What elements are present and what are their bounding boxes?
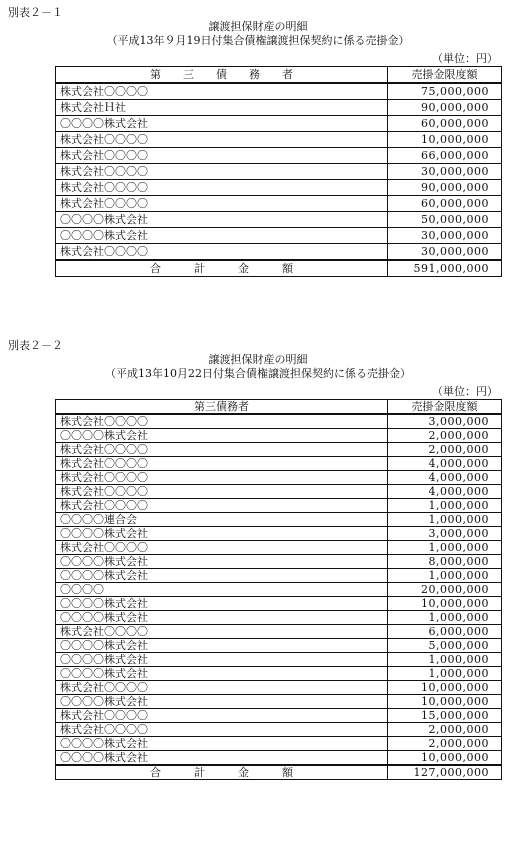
total-label: 合 計 金 額: [56, 765, 388, 780]
table-row: [56, 212, 502, 228]
debtor-name-cell: 株式会社〇〇〇〇: [56, 164, 388, 180]
table-row: [56, 244, 502, 261]
table-row: [56, 583, 502, 597]
debtor-name-cell: 株式会社〇〇〇〇: [56, 709, 388, 723]
debtor-name-cell: 〇〇〇〇株式会社: [56, 555, 388, 569]
amount-cell: 10,000,000: [388, 695, 502, 709]
total-label: 合 計 金 額: [56, 260, 388, 277]
schedule-label: 別表２－１: [8, 6, 63, 19]
debtor-name-cell: 〇〇〇〇連合会: [56, 513, 388, 527]
amount-cell: 4,000,000: [388, 485, 502, 499]
table-row: [56, 527, 502, 541]
debtor-name-cell: 株式会社〇〇〇〇: [56, 132, 388, 148]
table-row: [56, 737, 502, 751]
table-row: [56, 164, 502, 180]
debtor-name-cell: 株式会社〇〇〇〇: [56, 180, 388, 196]
table-row: [56, 83, 502, 100]
debtor-name-cell: 〇〇〇〇: [56, 583, 388, 597]
schedule-subtitle: （平成13年９月19日付集合債権譲渡担保契約に係る売掛金）: [106, 34, 410, 47]
debtor-name-cell: 株式会社〇〇〇〇: [56, 244, 388, 261]
amount-cell: 4,000,000: [388, 457, 502, 471]
table-row: [56, 541, 502, 555]
debtor-name-cell: 〇〇〇〇株式会社: [56, 611, 388, 625]
amount-cell: 50,000,000: [388, 212, 502, 228]
debtor-name-cell: 〇〇〇〇株式会社: [56, 639, 388, 653]
amount-cell: 10,000,000: [388, 597, 502, 611]
table-row: [56, 597, 502, 611]
table-row: [56, 485, 502, 499]
header-amount: 売掛金限度額: [388, 400, 502, 415]
table-row: [56, 148, 502, 164]
table-header-row: [56, 67, 502, 84]
debtor-name-cell: 株式会社〇〇〇〇: [56, 443, 388, 457]
table-row: [56, 116, 502, 132]
amount-cell: 1,000,000: [388, 653, 502, 667]
amount-cell: 30,000,000: [388, 244, 502, 261]
unit-note: （単位：円）: [432, 52, 498, 65]
amount-cell: 5,000,000: [388, 639, 502, 653]
amount-cell: 1,000,000: [388, 513, 502, 527]
table-row: [56, 443, 502, 457]
amount-cell: 10,000,000: [388, 751, 502, 766]
amount-cell: 8,000,000: [388, 555, 502, 569]
amount-cell: 60,000,000: [388, 196, 502, 212]
table-row: [56, 695, 502, 709]
amount-cell: 1,000,000: [388, 499, 502, 513]
schedule-title: 譲渡担保財産の明細: [208, 20, 308, 33]
table-row: [56, 429, 502, 443]
debtor-name-cell: 〇〇〇〇株式会社: [56, 667, 388, 681]
debtor-name-cell: 〇〇〇〇株式会社: [56, 737, 388, 751]
debtor-name-cell: 〇〇〇〇株式会社: [56, 228, 388, 244]
amount-cell: 30,000,000: [388, 164, 502, 180]
table-row: [56, 751, 502, 766]
debtor-name-cell: 株式会社〇〇〇〇: [56, 681, 388, 695]
amount-cell: 2,000,000: [388, 429, 502, 443]
total-amount: 591,000,000: [388, 260, 502, 277]
debtor-name-cell: 〇〇〇〇株式会社: [56, 653, 388, 667]
debtor-name-cell: 〇〇〇〇株式会社: [56, 569, 388, 583]
debtor-name-cell: 〇〇〇〇株式会社: [56, 429, 388, 443]
total-row: [56, 765, 502, 780]
table-row: [56, 180, 502, 196]
table-row: [56, 555, 502, 569]
debtor-name-cell: 株式会社〇〇〇〇: [56, 541, 388, 555]
table-row: [56, 569, 502, 583]
debtor-name-cell: 株式会社Ｈ社: [56, 100, 388, 116]
schedule-label: 別表２－２: [8, 339, 63, 352]
amount-cell: 6,000,000: [388, 625, 502, 639]
table-row: [56, 414, 502, 429]
amount-cell: 90,000,000: [388, 100, 502, 116]
debtor-name-cell: 〇〇〇〇株式会社: [56, 212, 388, 228]
table-header-row: [56, 400, 502, 415]
schedule-title: 譲渡担保財産の明細: [208, 353, 308, 366]
debtor-name-cell: 株式会社〇〇〇〇: [56, 625, 388, 639]
amount-cell: 75,000,000: [388, 83, 502, 100]
total-amount: 127,000,000: [388, 765, 502, 780]
debtor-name-cell: 株式会社〇〇〇〇: [56, 414, 388, 429]
amount-cell: 1,000,000: [388, 541, 502, 555]
amount-cell: 3,000,000: [388, 414, 502, 429]
table-row: [56, 132, 502, 148]
amount-cell: 3,000,000: [388, 527, 502, 541]
amount-cell: 20,000,000: [388, 583, 502, 597]
table-row: [56, 513, 502, 527]
amount-cell: 10,000,000: [388, 681, 502, 695]
amount-cell: 2,000,000: [388, 443, 502, 457]
table-row: [56, 457, 502, 471]
table-row: [56, 681, 502, 695]
table-row: [56, 723, 502, 737]
debtor-name-cell: 株式会社〇〇〇〇: [56, 485, 388, 499]
table-row: [56, 709, 502, 723]
debtor-name-cell: 〇〇〇〇株式会社: [56, 751, 388, 766]
header-debtor: 第 三 債 務 者: [56, 67, 388, 84]
debtor-name-cell: 株式会社〇〇〇〇: [56, 723, 388, 737]
amount-cell: 66,000,000: [388, 148, 502, 164]
table-row: [56, 499, 502, 513]
amount-cell: 1,000,000: [388, 611, 502, 625]
table-row: [56, 471, 502, 485]
amount-cell: 60,000,000: [388, 116, 502, 132]
debtor-name-cell: 株式会社〇〇〇〇: [56, 499, 388, 513]
schedule-subtitle: （平成13年10月22日付集合債権譲渡担保契約に係る売掛金）: [105, 367, 411, 380]
amount-cell: 10,000,000: [388, 132, 502, 148]
amount-cell: 1,000,000: [388, 667, 502, 681]
amount-cell: 1,000,000: [388, 569, 502, 583]
table-row: [56, 653, 502, 667]
receivables-table: [55, 399, 502, 780]
header-amount: 売掛金限度額: [388, 67, 502, 84]
debtor-name-cell: 株式会社〇〇〇〇: [56, 457, 388, 471]
debtor-name-cell: 〇〇〇〇株式会社: [56, 695, 388, 709]
table-row: [56, 611, 502, 625]
table-row: [56, 196, 502, 212]
header-debtor: 第三債務者: [56, 400, 388, 415]
amount-cell: 15,000,000: [388, 709, 502, 723]
table-row: [56, 228, 502, 244]
table-row: [56, 100, 502, 116]
amount-cell: 30,000,000: [388, 228, 502, 244]
debtor-name-cell: 株式会社〇〇〇〇: [56, 471, 388, 485]
debtor-name-cell: 〇〇〇〇株式会社: [56, 116, 388, 132]
amount-cell: 2,000,000: [388, 737, 502, 751]
debtor-name-cell: 株式会社〇〇〇〇: [56, 83, 388, 100]
debtor-name-cell: 株式会社〇〇〇〇: [56, 196, 388, 212]
amount-cell: 4,000,000: [388, 471, 502, 485]
debtor-name-cell: 株式会社〇〇〇〇: [56, 148, 388, 164]
table-row: [56, 639, 502, 653]
debtor-name-cell: 〇〇〇〇株式会社: [56, 597, 388, 611]
table-row: [56, 625, 502, 639]
total-row: [56, 260, 502, 277]
amount-cell: 90,000,000: [388, 180, 502, 196]
table-row: [56, 667, 502, 681]
receivables-table: [55, 66, 502, 277]
amount-cell: 2,000,000: [388, 723, 502, 737]
debtor-name-cell: 〇〇〇〇株式会社: [56, 527, 388, 541]
unit-note: （単位：円）: [432, 385, 498, 398]
